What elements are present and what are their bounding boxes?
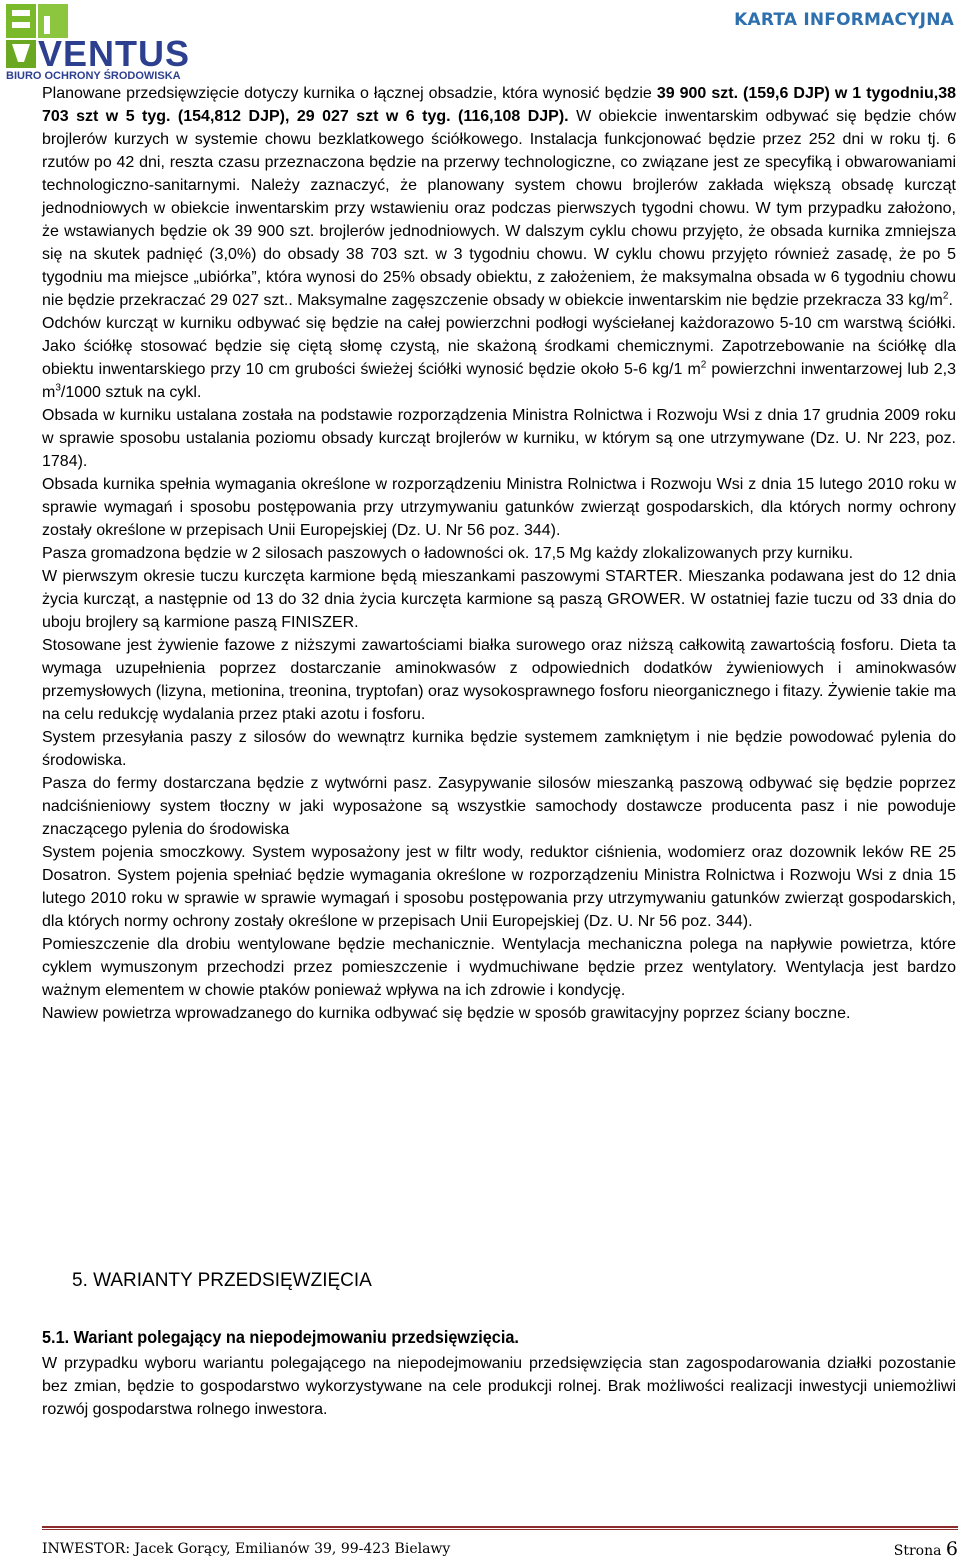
paragraph-regulation-2010: Obsada kurnika spełnia wymagania określone w rozporządzeniu Ministra Rolnictwa i Rozwoju Wsi z dnia 15 lutego 2010 roku w sprawie wymagań i sposobu postępowania przy utrzymywaniu gatunków zwierząt gospodarskich, dla których normy ochrony zostały określone w przepisach Unii Europejskiej (Dz. U. Nr 56 poz. 344).: [42, 476, 956, 539]
p2-superscript-1: 2: [700, 359, 707, 371]
logo-subtitle: BIURO OCHRONY ŚRODOWISKA: [6, 70, 181, 82]
p2-superscript-2: 3: [55, 382, 61, 394]
footer-investor: INWESTOR: Jacek Gorący, Emilianów 39, 99-423 Bielawy: [42, 1541, 451, 1557]
footer-divider: [42, 1526, 958, 1530]
paragraph-ventilation: Pomieszczenie dla drobiu wentylowane będzie mechanicznie. Wentylacja mechaniczna polega na napływie powietrza, które cyklem wymuszonym przechodzi przez pomieszczenie i wydmuchiwane będzie przez wentylatory. Wentylacja jest bardzo ważnym elementem w chowie ptaków ponieważ wpływa na ich zdrowie i kondycję.: [42, 936, 956, 999]
section-5-heading: 5. WARIANTY PRZEDSIĘWZIĘCIA: [72, 1270, 372, 1291]
page-number: 6: [945, 1538, 958, 1560]
paragraph-litter: [42, 312, 956, 404]
p1-superscript: 2: [942, 290, 949, 302]
document-body: [42, 82, 956, 1025]
p1-bold-figures: 39 900 szt. (159,6 DJP) w 1 tygodniu,38 703 szt w 5 tyg. (154,812 DJP), 29 027 szt w 6 tyg. (116,108 DJP).: [42, 85, 956, 125]
p1-text-d: .: [948, 292, 953, 309]
paragraph-no-project-variant: W przypadku wyboru wariantu polegającego na niepodejmowaniu przedsięwzięcia stan zagospodarowania działki pozostanie bez zmian, będzie to gospodarstwo wykorzystywane na cele produkcji rolnej. Brak możliwości realizacji inwestycji uniemożliwi rozwój gospodarstwa rolnego inwestora.: [42, 1355, 956, 1418]
p2-text-c: /1000 sztuk na cykl.: [60, 384, 202, 401]
page-label: Strona: [893, 1543, 942, 1559]
footer-page-number: [894, 1538, 958, 1560]
section-5-1-body: [42, 1352, 956, 1421]
paragraph-stocking: [42, 82, 956, 312]
paragraph-feed-delivery: Pasza do fermy dostarczana będzie z wytwórni pasz. Zasypywanie silosów mieszanką paszową odbywać się będzie poprzez nadciśnieniowy system tłoczny w jaki wyposażone są wszystkie samochody dostawcze producenta pasz i nie powoduje znaczącego pylenia do środowiska: [42, 775, 956, 838]
p2-text-b: powierzchni inwentarzowej lub 2,3 m: [42, 361, 956, 401]
p1-text-c: W obiekcie inwentarskim odbywać się będzie chów brojlerów kurzych w systemie chowu bezklatkowego ściółkowego. Instalacja funkcjonować będzie przez 252 dni w roku tj. 6 rzutów po 42 dni, reszta czasu przeznaczona będzie na przerwy technologiczne, co związane jest ze specyfiką i obwarowaniami technologiczno-sanitarnymi. Należy zaznaczyć, że planowany system chowu brojlerów zakłada większą obsadę kurcząt jednodniowych w obiekcie inwentarskim przy wstawieniu oraz podczas pierwszych tygodni chowu. W tym przypadku założono, że wstawianych będzie ok 39 900 szt. brojlerów jednodniowych. W dalszym cyklu chowu przyjęto, że obsada kurnika zmniejsza się na skutek padnięć (3,0%) do obsady 38 703 szt. w 3 tygodniu chowu. W cyklu chowu przyjęto również zasadę, że po 5 tygodniu ma miejsce „ubiórka”, która wynosi do 25% obsady obiektu, z założeniem, że maksymalna obsada w 6 tygodniu chowu nie będzie przekraczać 29 027 szt.. Maksymalne zagęszczenie obsady w obiekcie inwentarskim nie będzie przekracza 33 kg/m: [42, 108, 956, 309]
paragraph-air-intake: Nawiew powietrza wprowadzanego do kurnika odbywać się będzie w sposób grawitacyjny poprzez ściany boczne.: [42, 1005, 851, 1022]
paragraph-watering-system: System pojenia smoczkowy. System wyposażony jest w filtr wody, reduktor ciśnienia, wodomierz oraz dozownik leków RE 25 Dosatron. System pojenia spełniać będzie wymagania określone w rozporządzeniu Ministra Rolnictwa i Rozwoju Wsi z dnia 15 lutego 2010 roku w sprawie w sprawie wymagań i sposobu postępowania przy utrzymywaniu gatunków zwierząt gospodarskich, dla których normy ochrony zostały określone w przepisach Unii Europejskiej (Dz. U. Nr 56 poz. 344).: [42, 844, 956, 930]
ventus-logo-mark: [4, 2, 236, 82]
ventus-logo: [4, 2, 236, 82]
document-type-title: KARTA INFORMACYJNA: [734, 10, 954, 30]
paragraph-feed-transfer: System przesyłania paszy z silosów do wewnątrz kurnika będzie systemem zamkniętym i nie będzie powodować pylenia do środowiska.: [42, 729, 956, 769]
logo-wordmark: VENTUS: [38, 33, 191, 74]
paragraph-phase-nutrition: Stosowane jest żywienie fazowe z niższymi zawartościami białka surowego oraz niższą całkowitą zawartością fosforu. Dieta ta wymaga uzupełnienia poprzez dostarczanie aminokwasów z odpowiednich dodatków żywieniowych i aminokwasów przemysłowych (lizyna, metionina, treonina, tryptofan) oraz wysokosprawnego fosforu nieorganicznego i fitazy. Żywienie takie ma na celu redukcję wydalania przez ptaki azotu i fosforu.: [42, 637, 956, 723]
page-header: [0, 0, 960, 84]
p1-text-a: Planowane przedsięwzięcie dotyczy kurnika o łącznej obsadzie, która wynosić będzie: [42, 85, 657, 102]
paragraph-regulation-2009: Obsada w kurniku ustalana została na podstawie rozporządzenia Ministra Rolnictwa i Rozwoju Wsi z dnia 17 grudnia 2009 roku w sprawie sposobu ustalania poziomu obsady kurcząt brojlerów w kurniku, w którym są one utrzymywane (Dz. U. Nr 223, poz. 1784).: [42, 407, 956, 470]
p2-text-a: Odchów kurcząt w kurniku odbywać się będzie na całej powierzchni podłogi wyściełanej każdorazowo 5-10 cm warstwą ściółki. Jako ściółkę stosować będzie się ciętą słomę czystą, nie skażoną środkami chemicznymi. Zapotrzebowanie na ściółkę dla obiektu inwentarskiego przy 10 cm grubości świeżej ściółki wynosić będzie około 5-6 kg/1 m: [42, 315, 956, 378]
paragraph-feeding-phases: W pierwszym okresie tuczu kurczęta karmione będą mieszankami paszowymi STARTER. Mieszanka podawana jest do 12 dnia życia kurcząt, a następnie od 13 do 32 dnia życia kurczęta karmione są paszą GROWER. W ostatniej fazie tuczu od 33 dnia do uboju brojlery są karmione paszą FINISZER.: [42, 568, 956, 631]
paragraph-feed-silos: Pasza gromadzona będzie w 2 silosach paszowych o ładowności ok. 17,5 Mg każdy zlokalizowanych przy kurniku.: [42, 545, 854, 562]
section-5-1-heading: 5.1. Wariant polegający na niepodejmowaniu przedsięwzięcia.: [42, 1327, 519, 1347]
